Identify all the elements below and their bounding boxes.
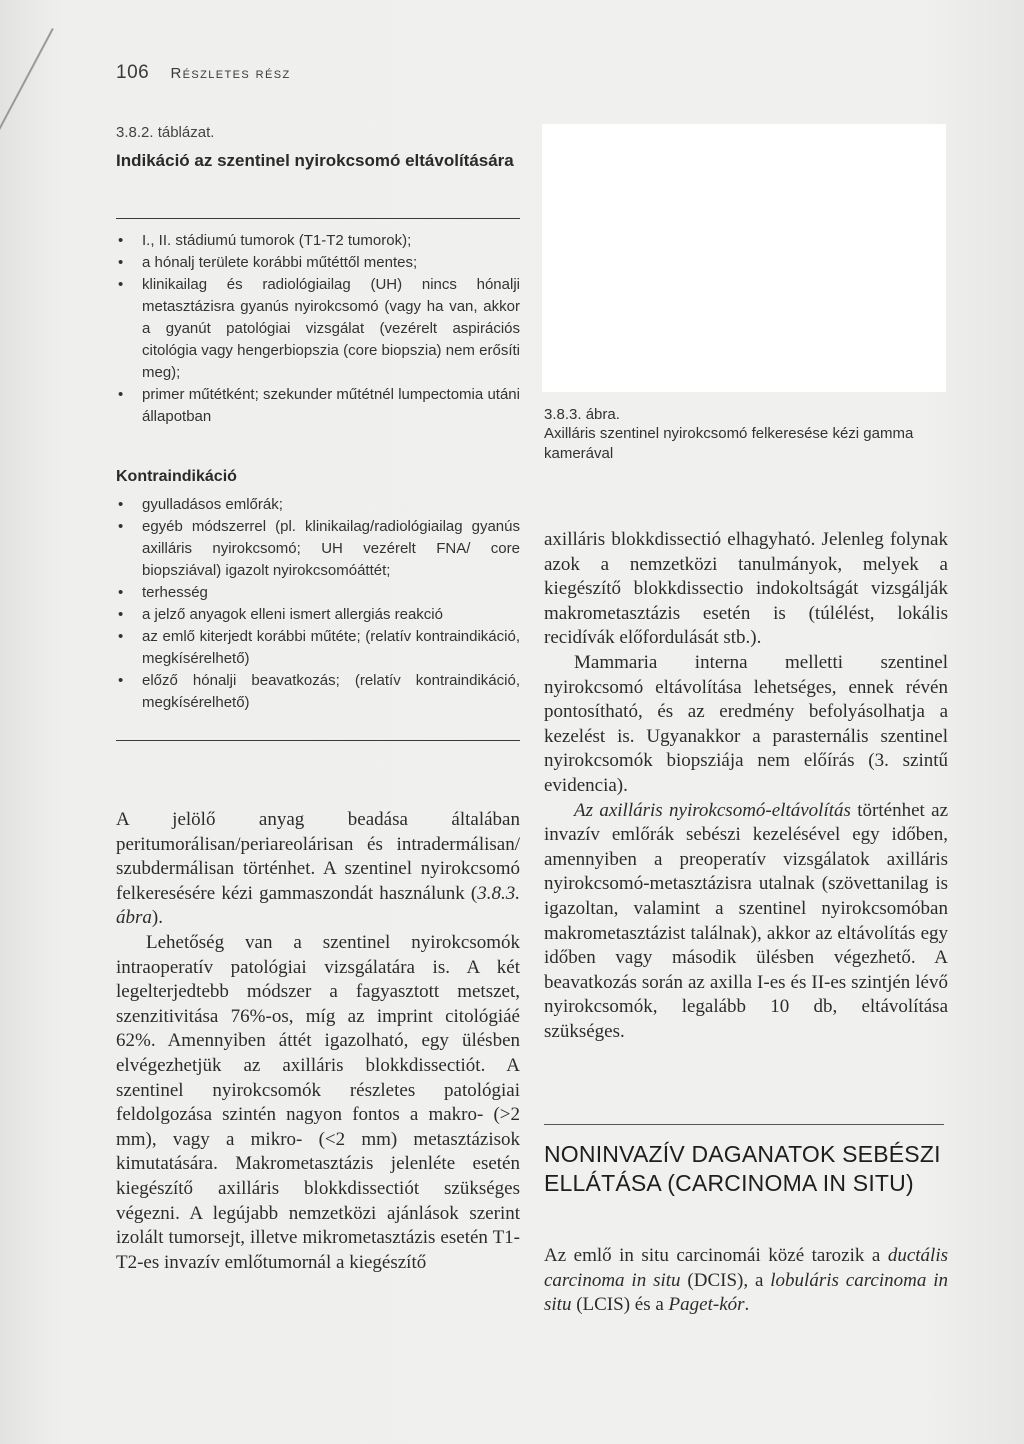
list-item: • a hónalj területe korábbi műtéttől mentes; (116, 252, 520, 274)
figure-image (542, 124, 946, 392)
page-number: 106 (116, 62, 150, 83)
section-body-text (544, 1244, 948, 1318)
table-bottom-rule (116, 740, 520, 741)
contraindication-list (116, 494, 520, 714)
list-item: • egyéb módszerrel (pl. klinikailag/radiológiailag gyanús axilláris nyirokcsomó; UH vezérelt FNA/ core biopsziával) igazolt nyirokcsomóáttét; (116, 516, 520, 582)
page-header (116, 62, 291, 84)
right-body-text (544, 528, 948, 1044)
list-item: • klinikailag és radiológiailag (UH) nincs hónalji metasztázisra gyanús nyirokcsomó (vagy ha van, akkor a gyanút patológiai vizsgálat (vezérelt aspirációs citológia vagy hengerbiopszia (core biopszia) nem erősíti meg); (116, 274, 520, 384)
figure-label: 3.8.3. ábra. (544, 406, 620, 423)
list-item: • az emlő kiterjedt korábbi műtéte; (relatív kontraindikáció, megkísérelhető) (116, 626, 520, 670)
section-heading: NONINVAZÍV DAGANATOK SEBÉSZI ELLÁTÁSA (CARCINOMA IN SITU) (544, 1141, 941, 1196)
section-rule (544, 1124, 944, 1125)
figure-reference: 3.8.3. ábra (116, 882, 520, 929)
paragraph: Az axilláris nyirokcsomó-eltávolítás történhet az invazív emlőrák sebészi kezelésével egy időben, amennyiben a preoperatív vizsgálatok axilláris nyirokcsomó-metasztázisra utalnak (szövettanilag is igazoltan, valamint a szentinel nyirokcsomóban makrometasztázist találnak), akkor az eltávolítás egy időben vagy második ülésben végezhető. A beavatkozás során az axilla I-es és II-es szintjén lévő nyirokcsomók, legalább 10 db, eltávolítása szükséges. (544, 799, 948, 1042)
indication-list (116, 230, 520, 428)
emphasized-term: lobuláris carcinoma in situ (544, 1269, 948, 1316)
paragraph: Lehetőség van a szentinel nyirokcsomók intraoperatív patológiai vizsgálatára is. A két legelterjedtebb módszer a fagyasztott metszet, szenzitivitása 76%-os, míg az imprint citológiáé 62%. Amennyiben áttét igazolható, egy ülésben elvégezhetjük az axilláris blokkdissectiót. A szentinel nyirokcsomók részletes patológiai feldolgozása szintén nagyon fontos a makro- (>2 mm), vagy a mikro- (<2 mm) metasztázisok kimutatására. Makrometasztázis jelenléte esetén kiegészítő axilláris blokkdissectiót szükséges végezni. A legújabb nemzetközi ajánlások szerint izolált tumorsejt, illetve mikrometasztázis esetén T1-T2-es invazív emlőtumornál a kiegészítő (116, 931, 520, 1273)
emphasized-term: ductális carcinoma in situ (544, 1245, 948, 1291)
left-body-text (116, 808, 520, 1275)
contraindication-heading: Kontraindikáció (116, 468, 237, 485)
list-item: • a jelző anyagok elleni ismert allergiás reakció (116, 604, 520, 626)
paragraph: Mammaria interna melletti szentinel nyirokcsomó eltávolítása lehetséges, ennek révén pontosítható, és az eredmény befolyásolhatja a kezelést is. Ugyanakkor a parasternális szentinel nyirokcsomók biopsziája nem előírás (3. szintű evidencia). (544, 651, 948, 796)
list-item: • előző hónalji beavatkozás; (relatív kontraindikáció, megkísérelhető) (116, 670, 520, 714)
table-label: 3.8.2. táblázat. (116, 124, 215, 141)
figure-caption: Axilláris szentinel nyirokcsomó felkeresése kézi gamma kamerával (544, 425, 914, 462)
paragraph: A jelölő anyag beadása általában peritumorálisan/periareolárisan és intradermálisan/ szubdermálisan történhet. A szentinel nyirokcsomó felkeresésére kézi gammaszondát használunk (3.8.3. ábra). (116, 809, 520, 929)
table-top-rule (116, 218, 520, 219)
list-item: • primer műtétként; szekunder műtétnél lumpectomia utáni állapotban (116, 384, 520, 428)
running-head: Részletes rész (170, 65, 291, 82)
paragraph: Az emlő in situ carcinomái közé tarozik a ductális carcinoma in situ (DCIS), a lobuláris carcinoma in situ (LCIS) és a Paget-kór. (544, 1245, 948, 1316)
emphasized-term: Az axilláris nyirokcsomó-eltávolítás (574, 799, 851, 821)
list-item: • I., II. stádiumú tumorok (T1-T2 tumorok); (116, 230, 520, 252)
list-item: • gyulladásos emlőrák; (116, 494, 520, 516)
table-title: Indikáció az szentinel nyirokcsomó eltávolítására (116, 151, 514, 170)
list-item: • terhesség (116, 582, 520, 604)
emphasized-term: Paget-kór (668, 1294, 745, 1316)
paragraph: axilláris blokkdissectió elhagyható. Jelenleg folynak azok a nemzetközi tanulmányok, melyek a kiegészítő blokkdissectio indokoltságát vizsgálják makrometasztázis esetén is (túlélést, lokális recidívák előfordulását stb.). (544, 529, 948, 649)
